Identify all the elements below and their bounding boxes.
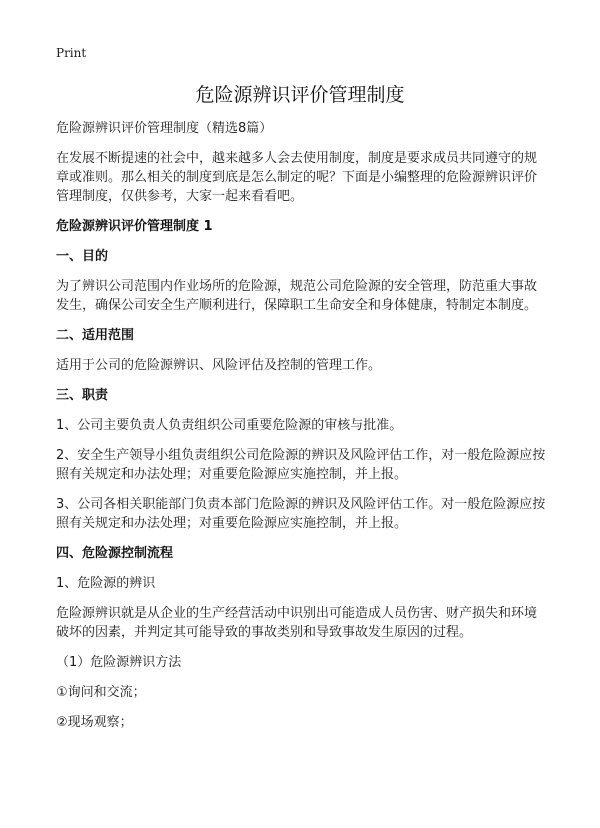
section-title: 危险源辨识评价管理制度 1 bbox=[56, 219, 213, 234]
scope-paragraph: 适用于公司的危险源辨识、风险评估及控制的管理工作。 bbox=[56, 358, 382, 373]
document-body bbox=[56, 119, 548, 732]
page-title: 危险源辨识评价管理制度 bbox=[195, 84, 405, 106]
heading-purpose: 一、目的 bbox=[56, 249, 109, 264]
process-paragraph: 危险源辨识就是从企业的生产经营活动中识别出可能造成人员伤害、财产损失和环境破坏的因素，并判定其可能导致的事故类别和导致事故发生原因的过程。 bbox=[56, 606, 538, 640]
duty-item-1: 1、公司主要负责人负责组织公司重要危险源的审核与批准。 bbox=[56, 418, 403, 433]
heading-scope: 二、适用范围 bbox=[56, 328, 135, 343]
process-item-1: 1、危险源的辨识 bbox=[56, 576, 156, 591]
intro-paragraph: 在发展不断提速的社会中，越来越多人会去使用制度，制度是要求成员共同遵守的规章或准则。那么相关的制度到底是怎么制定的呢？下面是小编整理的危险源辨识评价管理制度，仅供参考，大家一起来看看吧。 bbox=[56, 151, 538, 204]
heading-process: 四、危险源控制流程 bbox=[56, 546, 174, 561]
document-subtitle: 危险源辨识评价管理制度（精选8篇） bbox=[56, 121, 273, 136]
duty-item-2: 2、安全生产领导小组负责组织公司危险源的辨识及风险评估工作，对一般危险源应按照有关规定和办法处理；对重要危险源应实施控制，并上报。 bbox=[56, 448, 546, 482]
heading-duty: 三、职责 bbox=[56, 388, 109, 403]
purpose-paragraph: 为了辨识公司范围内作业场所的危险源，规范公司危险源的安全管理，防范重大事故发生，确保公司安全生产顺利进行，保障职工生命安全和身体健康，特制定本制度。 bbox=[56, 279, 538, 313]
duty-item-3: 3、公司各相关职能部门负责本部门危险源的辨识及风险评估工作。对一般危险源应按照有关规定和办法处理；对重要危险源应实施控制，并上报。 bbox=[56, 497, 546, 531]
method-item-2: ②现场观察； bbox=[56, 715, 133, 730]
method-item-1: ①询问和交流； bbox=[56, 685, 146, 700]
print-label: Print bbox=[56, 46, 87, 60]
method-title: （1）危险源辨识方法 bbox=[56, 655, 182, 670]
